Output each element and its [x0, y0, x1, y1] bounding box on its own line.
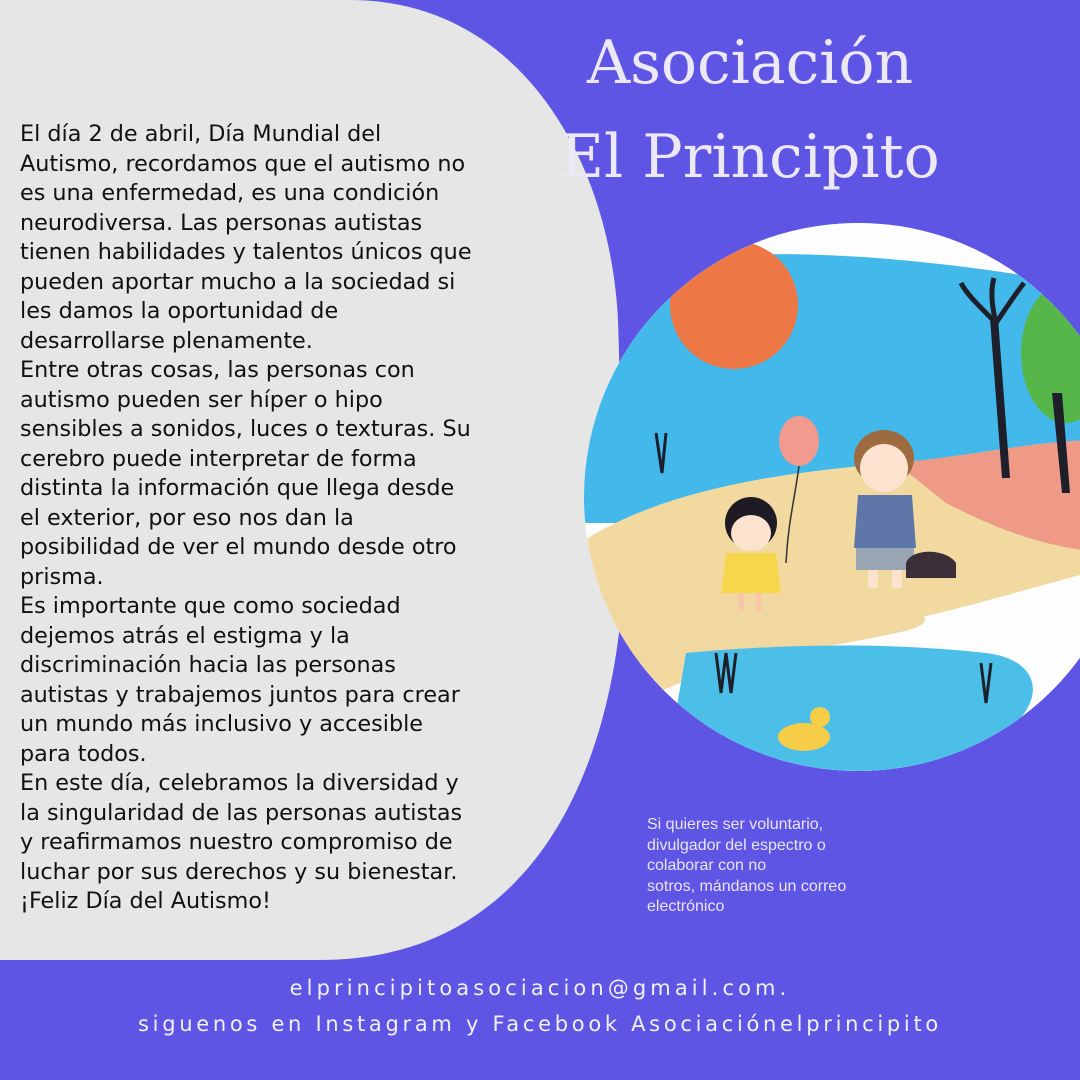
title-line-1: Asociación	[586, 28, 914, 98]
children-illustration	[566, 223, 1080, 771]
paragraph-1: El día 2 de abril, Día Mundial del Autismo, recordamos que el autismo no es una enfermedad, es una condición neurodiversa. Las personas autistas tienen habilidades y talentos únicos que pueden aportar mucho a la sociedad si les damos la oportunidad de desarrollarse plenamente.	[20, 121, 472, 354]
awareness-message	[20, 120, 520, 917]
title-line-2: El Principito	[560, 122, 940, 192]
paragraph-3: Es importante que como sociedad dejemos atrás el estigma y la discriminación hacia las personas autistas y trabajemos juntos para crear un mundo más inclusivo y accesible para todos.	[20, 593, 460, 767]
contact-email[interactable]: elprincipitoasociacion@gmail.com.	[289, 976, 791, 1000]
paragraph-4: En este día, celebramos la diversidad y la singularidad de las personas autistas y reafirmamos nuestro compromiso de luchar por sus derechos y su bienestar. ¡Feliz Día del Autismo!	[20, 770, 463, 914]
volunteer-note: Si quieres ser voluntario, divulgador del espectro o colaborar con no sotros, mándanos un correo electrónico	[647, 816, 847, 915]
social-media-line: siguenos en Instagram y Facebook Asociaciónelprincipito	[138, 1012, 942, 1036]
paragraph-2: Entre otras cosas, las personas con autismo pueden ser híper o hipo sensibles a sonidos, luces o texturas. Su cerebro puede interpretar de forma distinta la información que llega desde el exterior, por eso nos dan la posibilidad de ver el mundo desde otro prisma.	[20, 357, 471, 590]
